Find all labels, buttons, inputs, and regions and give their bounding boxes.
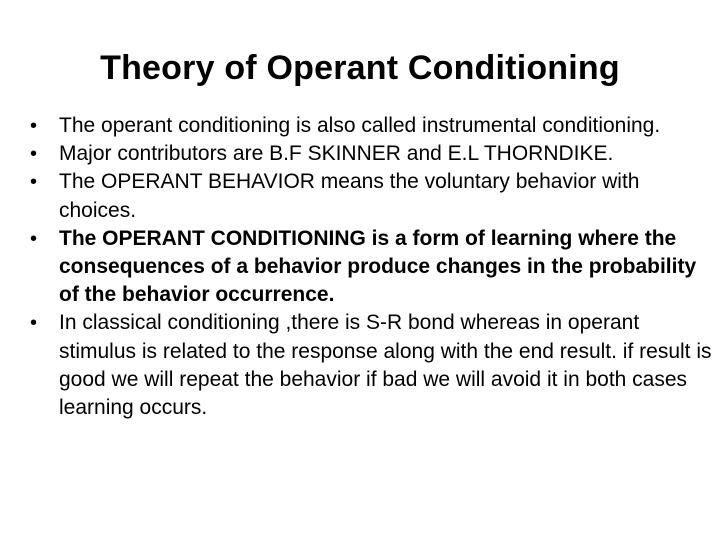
bullet-dot-icon: • [30,115,38,137]
slide-title: Theory of Operant Conditioning [100,49,620,87]
bullet-list [30,112,714,422]
bullet-dot-icon: • [30,227,38,250]
bullet-text: The OPERANT CONDITIONING is a form of learning where the consequences of a behavior produce changes in the probability of the behavior occurrence. [59,226,697,307]
bullet-item [30,168,714,224]
bullet-text: In classical conditioning ,there is S-R bond whereas in operant stimulus is related to the response along with the end result. if result is good we will repeat the behavior if bad we will avoid it in both cases learning occurs. [59,311,712,420]
bullet-dot-icon: • [30,171,38,194]
bullet-item [30,112,714,140]
bullet-text: The operant conditioning is also called instrumental conditioning. [59,114,661,137]
bullet-text: Major contributors are B.F SKINNER and E.L THORNDIKE. [59,142,614,166]
bullet-dot-icon: • [30,312,38,335]
bullet-item-bold [30,225,714,310]
bullet-item [30,309,714,422]
bullet-dot-icon: • [30,143,38,166]
bullet-item [30,140,714,168]
bullet-text: The OPERANT BEHAVIOR means the voluntary behavior with choices. [59,170,640,222]
